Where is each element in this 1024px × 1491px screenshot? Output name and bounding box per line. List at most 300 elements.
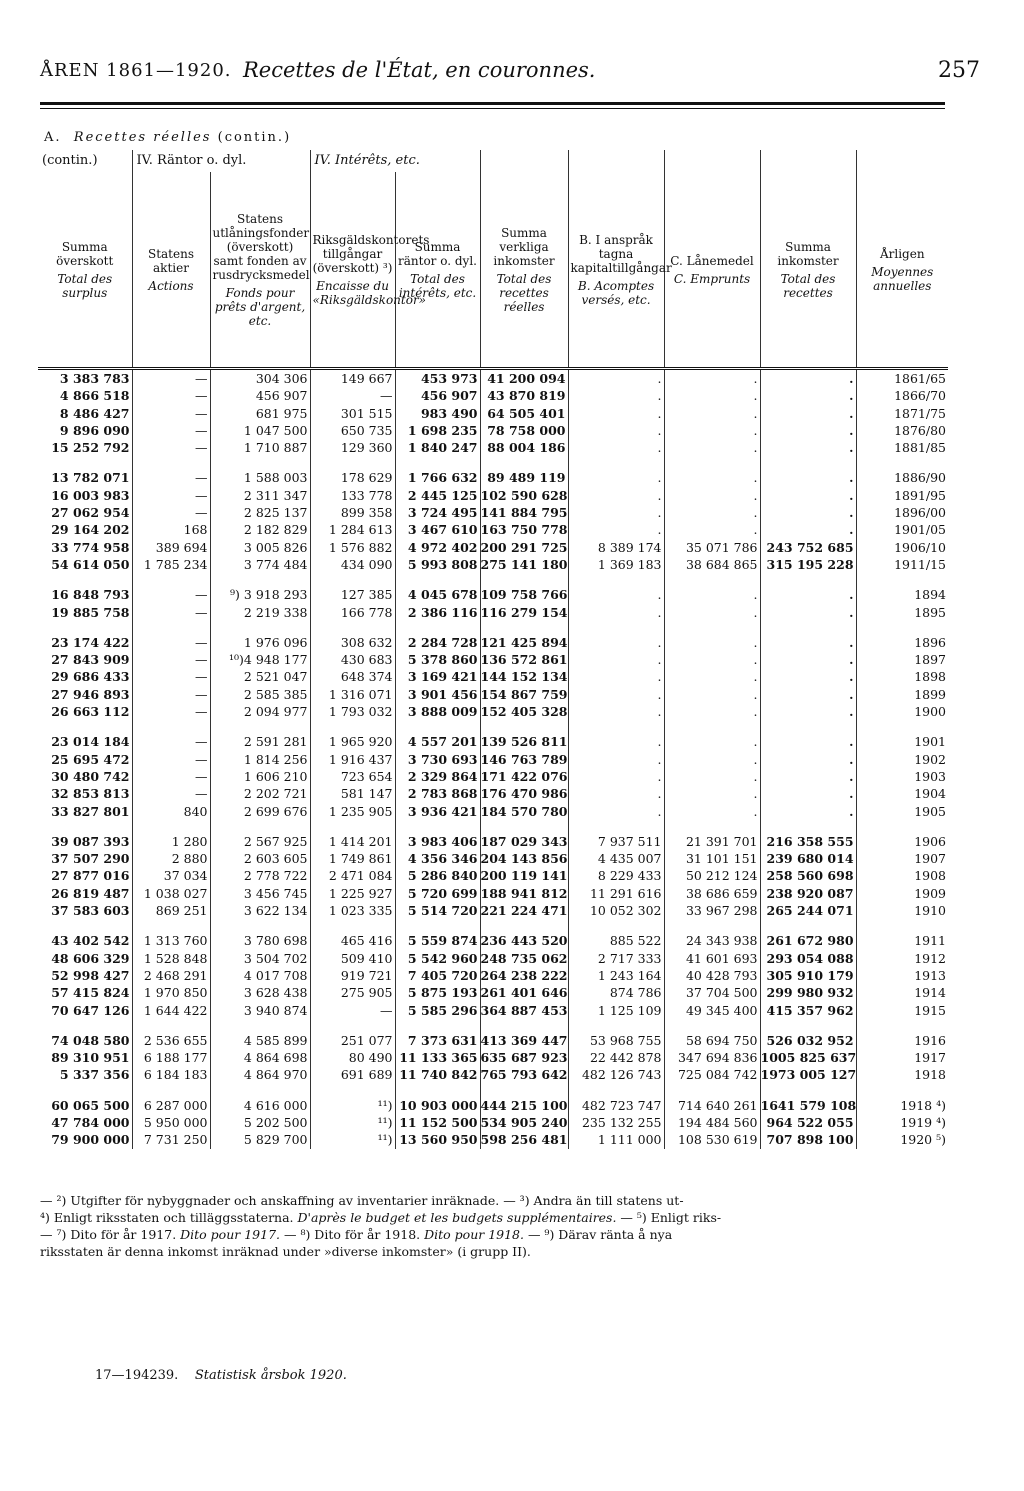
table-cell: — (132, 387, 210, 404)
table-cell: 1 840 247 (395, 439, 480, 456)
table-cell: 304 306 (210, 369, 310, 388)
table-cell: 5 542 960 (395, 950, 480, 967)
table-row (38, 902, 948, 919)
table-cell: . (760, 521, 856, 538)
table-cell: 1 313 760 (132, 932, 210, 949)
table-cell: 47 784 000 (51, 1114, 130, 1130)
table-cell: . (664, 586, 760, 603)
table-cell: 4 864 698 (210, 1049, 310, 1066)
table-cell: 3 456 745 (210, 885, 310, 902)
group-spacer (38, 820, 948, 833)
table-cell: 31 101 151 (664, 850, 760, 867)
table-cell: 38 686 659 (664, 885, 760, 902)
table-cell: 70 647 126 (51, 1002, 130, 1018)
table-cell: 1900 (856, 703, 948, 720)
table-cell: 3 628 438 (210, 984, 310, 1001)
table-cell: 1901/05 (856, 521, 948, 538)
table-cell: — (132, 733, 210, 750)
table-cell: 3 383 783 (59, 371, 130, 386)
column-header-sv: Statens utlåningsfonder (överskott) samt fonden av rusdrycksmedel (212, 211, 310, 282)
table-cell: 5 559 874 (395, 932, 480, 949)
table-cell: 8 229 433 (568, 867, 664, 884)
table-cell: 1871/75 (856, 405, 948, 422)
table-cell: 3 467 610 (395, 521, 480, 538)
table-cell: 216 358 555 (760, 833, 856, 850)
table-cell: 184 570 780 (480, 803, 568, 819)
table-cell: 238 920 087 (760, 885, 856, 902)
table-cell: 1 414 201 (310, 833, 395, 850)
table-cell: 16 003 983 (51, 487, 130, 503)
table-cell: 2 521 047 (210, 668, 310, 685)
table-cell: . (760, 586, 856, 603)
table-cell: 176 470 986 (480, 786, 568, 802)
column-header-sv: Årligen (879, 246, 925, 261)
table-cell: 10 052 302 (568, 902, 664, 919)
table-cell: 723 654 (310, 768, 395, 785)
table-row (38, 1002, 948, 1019)
table-cell: 33 967 298 (664, 902, 760, 919)
table-cell: . (568, 487, 664, 504)
table-cell: — (132, 422, 210, 439)
table-cell: . (568, 733, 664, 750)
table-cell: 200 291 725 (480, 539, 568, 555)
table-cell: 293 054 088 (760, 950, 856, 967)
table-cell: 648 374 (310, 668, 395, 685)
column-header-sv: Summa inkomster (777, 239, 839, 268)
column-header-5 (395, 172, 480, 369)
table-cell: 11 152 500 (395, 1114, 480, 1131)
table-cell: 41 200 094 (480, 369, 568, 388)
table-cell: 258 560 698 (760, 867, 856, 884)
table-cell: 2 468 291 (132, 967, 210, 984)
table-row (38, 686, 948, 703)
footnote-8-fr: Dito pour 1918. (424, 1227, 524, 1242)
table-cell: 2 880 (132, 850, 210, 867)
table-cell: 6 184 183 (132, 1066, 210, 1083)
table-row (38, 785, 948, 802)
table-cell: 141 884 795 (480, 505, 568, 521)
table-cell: 116 279 154 (480, 604, 568, 620)
group-spacer (38, 919, 948, 932)
table-cell: . (664, 439, 760, 456)
table-cell: 840 (132, 803, 210, 820)
table-cell: 5 585 296 (395, 1002, 480, 1019)
table-cell: 235 132 255 (568, 1114, 664, 1131)
table-cell: . (568, 521, 664, 538)
table-cell: 58 694 750 (664, 1032, 760, 1049)
table-row (38, 469, 948, 486)
footnote-7: — ⁷) Dito för år 1917. (40, 1227, 181, 1242)
table-cell: 1916 (856, 1032, 948, 1049)
table-cell: 3 169 421 (395, 668, 480, 685)
group-interest: IV. Räntor o. dyl. (132, 150, 310, 172)
column-header-4 (310, 172, 430, 369)
table-row (38, 703, 948, 720)
table-cell: 301 515 (310, 405, 395, 422)
table-cell: 3 504 702 (210, 950, 310, 967)
footnote-4-fr: D'après le budget et les budgets supplémentaires. (297, 1210, 617, 1225)
table-cell: — (132, 405, 210, 422)
table-cell: 415 357 962 (760, 1002, 856, 1019)
table-cell: 4 866 518 (59, 388, 130, 404)
table-cell: 919 721 (310, 967, 395, 984)
table-cell: 5 993 808 (395, 556, 480, 573)
table-cell: 1 225 927 (310, 885, 395, 902)
section-contin: (contin.) (217, 130, 292, 145)
table-cell: 1914 (856, 984, 948, 1001)
table-cell: 1894 (856, 586, 948, 603)
table-cell: . (664, 422, 760, 439)
table-cell: 691 689 (310, 1066, 395, 1083)
table-cell: 5 202 500 (210, 1114, 310, 1131)
table-cell: 4 616 000 (210, 1097, 310, 1114)
table-cell: 49 345 400 (664, 1002, 760, 1019)
table-cell: 29 686 433 (51, 669, 130, 685)
table-cell: — (132, 751, 210, 768)
table-cell: 1 976 096 (210, 634, 310, 651)
table-cell: 1918 (856, 1066, 948, 1083)
table-row (38, 932, 948, 949)
table-cell: 79 900 000 (51, 1132, 130, 1148)
table-cell: 60 065 500 (51, 1097, 130, 1113)
table-cell: 1898 (856, 668, 948, 685)
table-cell: 2 778 722 (210, 867, 310, 884)
table-cell: 26 663 112 (51, 704, 130, 720)
table-cell: — (132, 668, 210, 685)
table-cell: 37 583 603 (51, 903, 130, 919)
table-cell: 1 814 256 (210, 751, 310, 768)
table-cell: . (664, 733, 760, 750)
table-cell: 15 252 792 (51, 440, 130, 456)
table-cell: 509 410 (310, 950, 395, 967)
table-cell: 5 829 700 (210, 1131, 310, 1148)
table-cell: 154 867 759 (480, 686, 568, 702)
table-cell: 23 014 184 (51, 734, 130, 750)
table-cell: ¹¹) (310, 1131, 395, 1148)
table-cell: 11 291 616 (568, 885, 664, 902)
table-cell: 37 507 290 (51, 851, 130, 867)
table-cell: 1 916 437 (310, 751, 395, 768)
table-cell: 1881/85 (856, 439, 948, 456)
column-header-fr: Total des recettes réelles (496, 271, 552, 314)
table-cell: 64 505 401 (480, 405, 568, 422)
table-cell: 1 698 235 (395, 422, 480, 439)
table-cell: — (132, 686, 210, 703)
table-cell: . (760, 703, 856, 720)
table-cell: 6 287 000 (132, 1097, 210, 1114)
table-cell: — (132, 604, 210, 621)
table-cell: 204 143 856 (480, 851, 568, 867)
footnote-9: — ⁹) Därav ränta å nya (523, 1227, 673, 1242)
table-cell: . (664, 521, 760, 538)
table-cell: 1886/90 (856, 469, 948, 486)
table-cell: 2 585 385 (210, 686, 310, 703)
table-cell: 1 766 632 (395, 469, 480, 486)
table-cell: . (568, 634, 664, 651)
table-cell: 1 038 027 (132, 885, 210, 902)
table-cell: 1897 (856, 651, 948, 668)
group-spacer (38, 456, 948, 469)
table-cell: 261 672 980 (760, 932, 856, 949)
table-cell: 23 174 422 (51, 634, 130, 650)
table-cell: 50 212 124 (664, 867, 760, 884)
table-cell: 239 680 014 (760, 850, 856, 867)
table-cell: — (132, 469, 210, 486)
table-row (38, 984, 948, 1001)
table-cell: 4 864 970 (210, 1066, 310, 1083)
table-cell: 10 903 000 (395, 1097, 480, 1114)
table-cell: . (664, 405, 760, 422)
table-cell: 526 032 952 (760, 1032, 856, 1049)
table-cell: 1866/70 (856, 387, 948, 404)
table-cell: 3 005 826 (210, 539, 310, 556)
table-cell: 2 329 864 (395, 768, 480, 785)
print-number: 17—194239. (95, 1368, 179, 1383)
table-cell: — (310, 387, 395, 404)
table-cell: . (664, 703, 760, 720)
table-cell: . (760, 686, 856, 703)
table-row (38, 950, 948, 967)
table-cell: 1 710 887 (210, 439, 310, 456)
column-header-fr: Moyennes annuelles (871, 264, 934, 293)
table-cell: 121 425 894 (480, 634, 568, 650)
section-heading (44, 130, 291, 145)
table-cell: 5 720 699 (395, 885, 480, 902)
table-cell: ¹¹) (310, 1097, 395, 1114)
table-cell: — (132, 651, 210, 668)
table-row (38, 1131, 948, 1148)
table-cell: 24 343 938 (664, 932, 760, 949)
table-cell: 187 029 343 (480, 833, 568, 849)
table-cell: 54 614 050 (51, 556, 130, 572)
table-cell: 9 896 090 (59, 422, 130, 438)
table-cell: 1 588 003 (210, 469, 310, 486)
table-cell: . (568, 422, 664, 439)
table-cell: 1 023 335 (310, 902, 395, 919)
table-cell: 129 360 (310, 439, 395, 456)
column-header-7 (568, 172, 672, 369)
column-header-fr: Total des surplus (57, 271, 113, 300)
table-cell: . (664, 686, 760, 703)
table-cell: . (568, 387, 664, 404)
group-contin: (contin.) (42, 153, 98, 168)
table-cell: 4 045 678 (395, 586, 480, 603)
table-cell: 714 640 261 (664, 1097, 760, 1114)
footnote-line-4: riksstaten är denna inkomst inräknad under »diverse inkomster» (i grupp II). (40, 1244, 531, 1259)
table-cell: . (568, 803, 664, 820)
table-cell: . (568, 469, 664, 486)
table-cell: 41 601 693 (664, 950, 760, 967)
table-cell: 13 782 071 (51, 470, 130, 486)
group-spacer (38, 573, 948, 586)
table-cell: ⁹) 3 918 293 (210, 586, 310, 603)
table-cell: . (760, 651, 856, 668)
table-cell: . (760, 439, 856, 456)
table-cell: . (760, 733, 856, 750)
table-cell: . (760, 504, 856, 521)
table-cell: 315 195 228 (760, 556, 856, 573)
table-cell: — (132, 586, 210, 603)
table-cell: 581 147 (310, 785, 395, 802)
table-cell: 7 373 631 (395, 1032, 480, 1049)
table-cell: 1 749 861 (310, 850, 395, 867)
table-cell: 869 251 (132, 902, 210, 919)
table-cell: . (568, 751, 664, 768)
table-row (38, 439, 948, 456)
table-cell: 251 077 (310, 1032, 395, 1049)
table-cell: 1 785 234 (132, 556, 210, 573)
table-row (38, 521, 948, 538)
table-cell: 136 572 861 (480, 652, 568, 668)
table-cell: 1 793 032 (310, 703, 395, 720)
table-cell: 30 480 742 (51, 768, 130, 784)
table-cell: 13 560 950 (395, 1131, 480, 1148)
table-cell: 1 606 210 (210, 768, 310, 785)
table-cell: . (664, 604, 760, 621)
table-cell: 7 405 720 (395, 967, 480, 984)
table-cell: 5 514 720 (395, 902, 480, 919)
table-cell: 2 471 084 (310, 867, 395, 884)
table-row (38, 604, 948, 621)
table-cell: 27 062 954 (51, 505, 130, 521)
table-row (38, 1066, 948, 1083)
column-header-sv: Summa överskott (56, 239, 114, 268)
group-spacer (38, 1084, 948, 1097)
table-cell: 40 428 793 (664, 967, 760, 984)
column-header-fr: Fonds pour prêts d'argent, etc. (214, 285, 306, 328)
table-cell: . (568, 439, 664, 456)
table-cell: . (760, 803, 856, 820)
header-years: ÅREN 1861—1920. (40, 60, 232, 81)
column-header-fr: Encaisse du «Riksgäldskontor» (312, 278, 427, 307)
footnote-5: — ⁵) Enligt riks- (616, 1210, 722, 1225)
table-row (38, 850, 948, 867)
column-header-sv: Summa räntor o. dyl. (398, 239, 477, 268)
table-cell: 1 235 905 (310, 803, 395, 820)
column-header-fr: Actions (148, 278, 194, 293)
table-cell: 32 853 813 (51, 786, 130, 802)
column-header-1 (38, 172, 132, 369)
table-row (38, 1032, 948, 1049)
table-cell: 3 901 456 (395, 686, 480, 703)
table-cell: 43 870 819 (480, 387, 568, 404)
table-cell: 1910 (856, 902, 948, 919)
table-cell: 3 622 134 (210, 902, 310, 919)
table-cell: 1 965 920 (310, 733, 395, 750)
table-cell: 1005 825 637 (760, 1050, 857, 1066)
table-row (38, 405, 948, 422)
table-cell: 1 284 613 (310, 521, 395, 538)
table-cell: . (760, 785, 856, 802)
column-header-row (38, 172, 948, 369)
table-cell: . (760, 422, 856, 439)
table-cell: ¹⁰)4 948 177 (210, 651, 310, 668)
table-cell: — (132, 369, 210, 388)
table-row (38, 885, 948, 902)
table-cell: . (568, 651, 664, 668)
table-cell: — (132, 504, 210, 521)
table-row (38, 668, 948, 685)
table-cell: 89 310 951 (51, 1050, 130, 1066)
table-cell: 2 717 333 (568, 950, 664, 967)
column-header-sv: Statens aktier (147, 246, 194, 275)
table-cell: 765 793 642 (480, 1067, 568, 1083)
table-cell: 188 941 812 (480, 885, 568, 901)
table-cell: 127 385 (310, 586, 395, 603)
table-cell: 1 243 164 (568, 967, 664, 984)
table-cell: 1 970 850 (132, 984, 210, 1001)
table-cell: . (568, 668, 664, 685)
column-header-fr: Total des intérêts, etc. (398, 271, 477, 300)
header-title: Recettes de l'État, en couronnes. (243, 58, 596, 82)
table-cell: 1908 (856, 867, 948, 884)
table-cell: 1861/65 (856, 369, 948, 388)
table-cell: 1918 ⁴) (856, 1097, 948, 1114)
footnote-8: — ⁸) Dito för år 1918. (280, 1227, 425, 1242)
table-cell: 221 224 471 (480, 903, 568, 919)
table-cell: 434 090 (310, 556, 395, 573)
table-cell: 2 445 125 (395, 487, 480, 504)
table-cell: 885 522 (568, 932, 664, 949)
table-cell: 2 202 721 (210, 785, 310, 802)
table-cell: 171 422 076 (480, 768, 568, 784)
table-cell: 1920 ⁵) (856, 1131, 948, 1148)
table-cell: 5 950 000 (132, 1114, 210, 1131)
table-row (38, 487, 948, 504)
print-signature (95, 1368, 347, 1383)
table-cell: . (664, 487, 760, 504)
table-cell: 2 825 137 (210, 504, 310, 521)
table-cell: 25 695 472 (51, 751, 130, 767)
table-cell: 453 973 (395, 369, 480, 388)
column-header-3 (210, 172, 310, 369)
table-cell: 1906 (856, 833, 948, 850)
column-header-fr: B. Acomptes versés, etc. (577, 278, 655, 307)
table-cell: 1906/10 (856, 539, 948, 556)
table-cell: 275 141 180 (480, 556, 568, 572)
table-cell: 2 219 338 (210, 604, 310, 621)
group-spacer (38, 1019, 948, 1032)
running-header (40, 60, 980, 90)
table-cell: . (664, 634, 760, 651)
table-cell: 1 047 500 (210, 422, 310, 439)
column-header-sv: C. Lånemedel (670, 253, 754, 268)
table-cell: 482 126 743 (568, 1066, 664, 1083)
table-cell: 243 752 685 (760, 539, 856, 556)
table-cell: — (132, 785, 210, 802)
table-cell: 78 758 000 (480, 422, 568, 439)
table-row (38, 751, 948, 768)
table-cell: 5 286 840 (395, 867, 480, 884)
table-cell: 108 530 619 (664, 1131, 760, 1148)
table-row (38, 387, 948, 404)
table-cell: — (132, 439, 210, 456)
table-cell: 1905 (856, 803, 948, 820)
table-cell: 3 983 406 (395, 833, 480, 850)
table-row (38, 651, 948, 668)
table-cell: 38 684 865 (664, 556, 760, 573)
table-cell: . (664, 803, 760, 820)
table-cell: 37 704 500 (664, 984, 760, 1001)
table-cell: 1919 ⁴) (856, 1114, 948, 1131)
table-cell: 444 215 100 (480, 1097, 568, 1113)
table-cell: 299 980 932 (760, 984, 856, 1001)
table-row (38, 634, 948, 651)
table-cell: 1899 (856, 686, 948, 703)
table-cell: 2 567 925 (210, 833, 310, 850)
table-cell: 1917 (856, 1049, 948, 1066)
table-cell: . (664, 651, 760, 668)
